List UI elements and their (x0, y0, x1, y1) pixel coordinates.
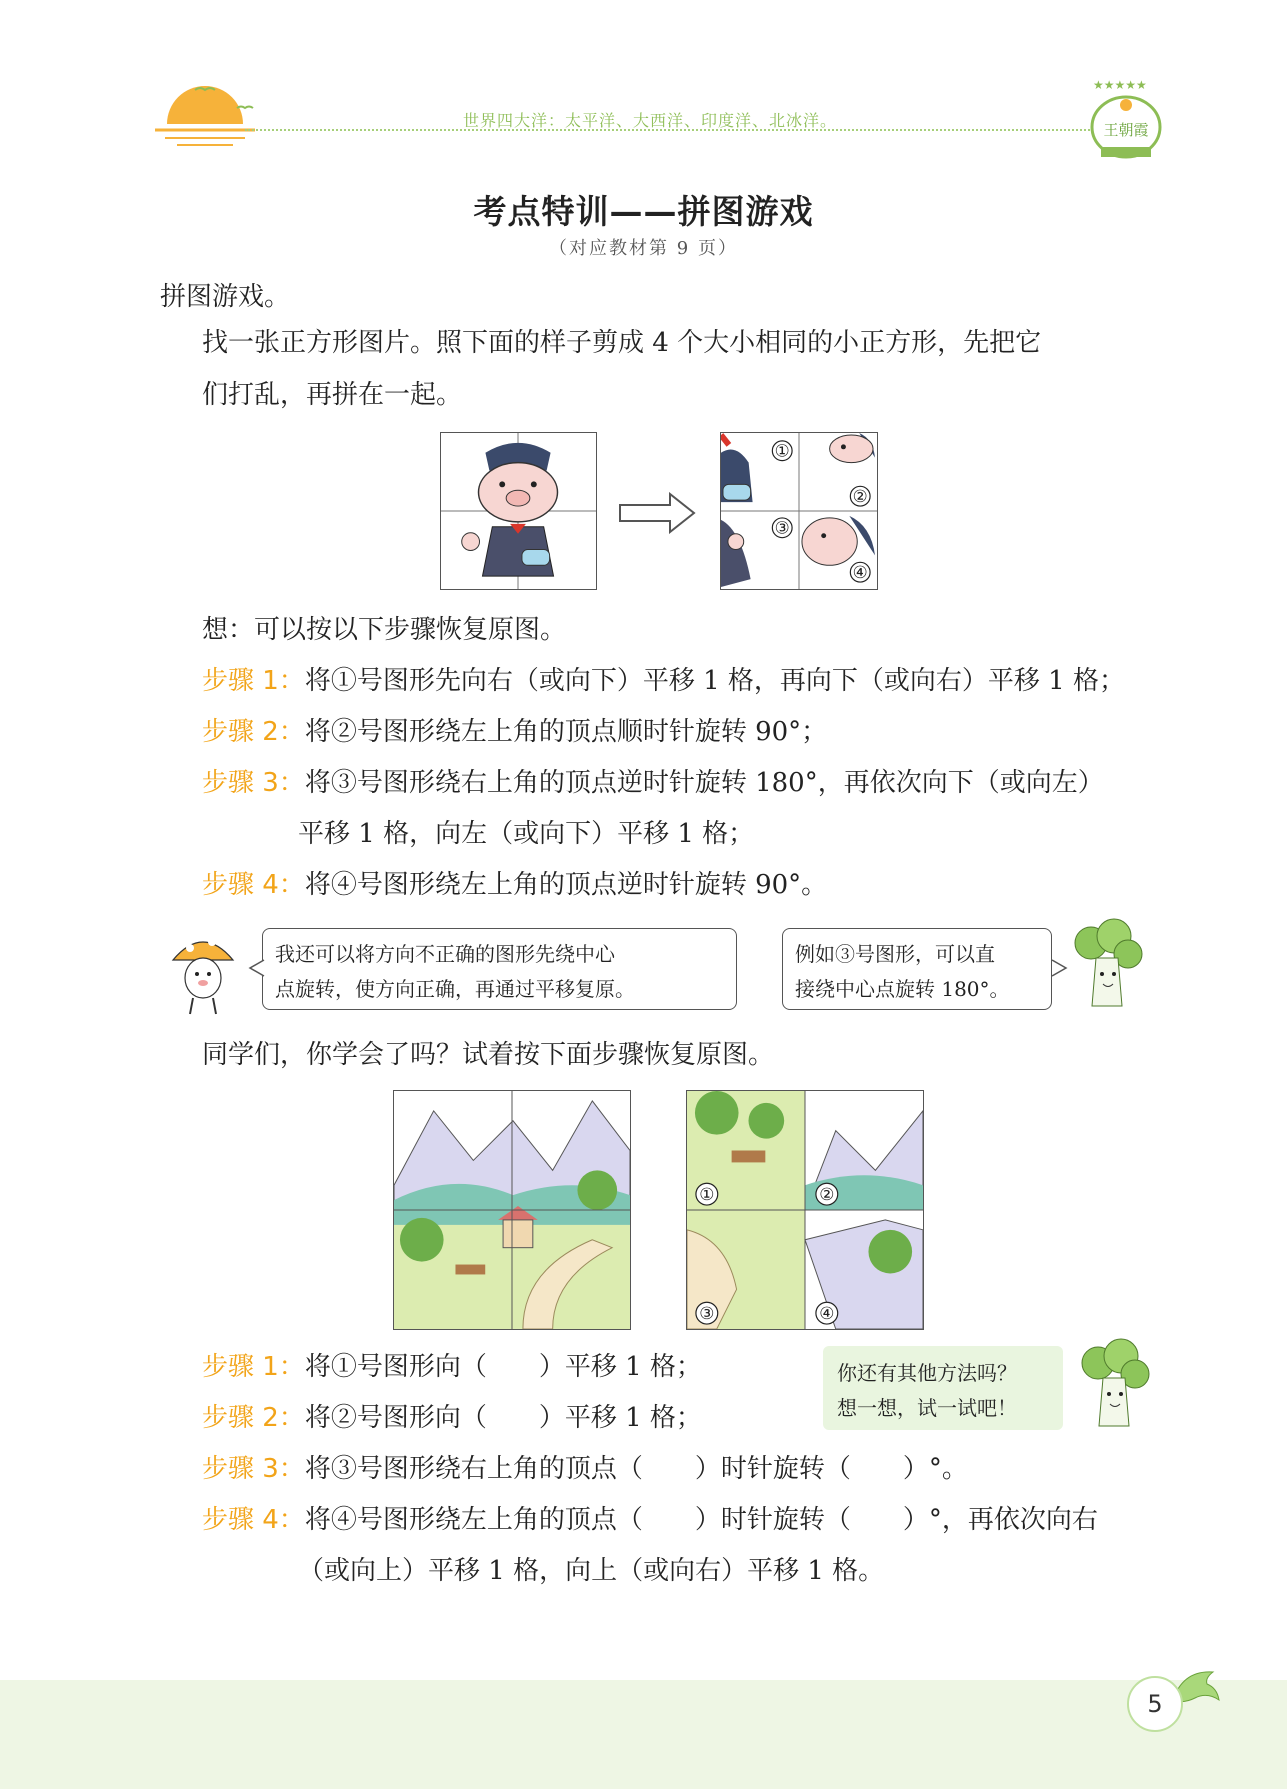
bubble-left-line-2: 点旋转，使方向正确，再通过平移复原。 (275, 977, 635, 1001)
header-tip: 世界四大洋：太平洋、大西洋、印度洋、北冰洋。 (463, 111, 838, 130)
arrow-right-icon (618, 492, 696, 534)
svg-text:④: ④ (852, 562, 868, 583)
section-heading: 拼图游戏。 (160, 282, 291, 312)
bubble-right-line-2: 接绕中心点旋转 180°。 (795, 977, 1010, 1001)
bubble-green-line-1: 你还有其他方法吗？ (837, 1361, 1017, 1385)
svg-text:④: ④ (819, 1303, 835, 1324)
brand-name: 王朝霞 (1103, 121, 1149, 139)
step-label: 步骤 3： (202, 1454, 305, 1484)
page-subtitle: （对应教材第 9 页） (549, 238, 738, 259)
question-line: 同学们，你学会了吗？试着按下面步骤恢复原图。 (202, 1040, 775, 1070)
step-text: 将②号图形向（ ）平移 1 格； (304, 1403, 702, 1433)
exercise-step-4-continued: （或向上）平移 1 格，向上（或向右）平移 1 格。 (298, 1556, 885, 1586)
svg-text:②: ② (852, 486, 868, 507)
speech-bubble-green (823, 1346, 1063, 1430)
exercise-step-2 (202, 1403, 702, 1434)
page-number: 5 (1127, 1676, 1183, 1732)
exercise-step-4 (202, 1505, 1098, 1536)
step-label: 步骤 4： (202, 1505, 305, 1535)
page-title: 考点特训——拼图游戏 (473, 192, 814, 231)
step-text: 将③号图形绕右上角的顶点逆时针旋转 180°，再依次向下（或向左） (304, 768, 1104, 798)
pig-scrambled-figure (720, 432, 878, 590)
landscape-scrambled-figure (686, 1090, 924, 1330)
speech-bubble-left (262, 928, 737, 1010)
example-step-2 (202, 717, 827, 748)
step-label: 步骤 2： (202, 1403, 305, 1433)
svg-text:★★★★★: ★★★★★ (1093, 78, 1147, 92)
bubble-right-line-1: 例如③号图形，可以直 (795, 942, 995, 966)
bubble-green-line-2: 想一想，试一试吧！ (837, 1396, 1017, 1420)
bubble-left-line-1: 我还可以将方向不正确的图形先绕中心 (275, 942, 615, 966)
exercise-step-1 (202, 1352, 702, 1383)
example-step-4 (202, 870, 827, 901)
brand-logo-icon (1083, 75, 1169, 171)
step-text: 将④号图形绕左上角的顶点逆时针旋转 90°。 (304, 870, 828, 900)
intro-line-2: 们打乱，再拼在一起。 (202, 380, 463, 410)
example-step-1 (202, 666, 1125, 697)
step-text: 将①号图形先向右（或向下）平移 1 格，再向下（或向右）平移 1 格； (304, 666, 1125, 696)
example-step-3 (202, 768, 1104, 799)
step-text: 将②号图形绕左上角的顶点顺时针旋转 90°； (304, 717, 828, 747)
intro-line-1: 找一张正方形图片。照下面的样子剪成 4 个大小相同的小正方形，先把它 (202, 328, 1042, 358)
think-line: 想：可以按以下步骤恢复原图。 (202, 615, 567, 645)
footer-band (0, 1680, 1287, 1789)
sunset-icon (155, 86, 273, 158)
step-text: 将③号图形绕右上角的顶点（ ）时针旋转（ ）°。 (304, 1454, 968, 1484)
example-step-3-continued: 平移 1 格，向左（或向下）平移 1 格； (298, 819, 755, 849)
bubble-tail-left (248, 958, 266, 978)
pig-original-figure (440, 432, 597, 590)
landscape-original-figure (393, 1090, 631, 1330)
speech-bubble-right (782, 928, 1052, 1010)
svg-text:②: ② (819, 1184, 835, 1205)
step-label: 步骤 1： (202, 1352, 305, 1382)
step-label: 步骤 3： (202, 768, 305, 798)
broccoli-character-icon (1073, 1338, 1155, 1438)
step-text: 将④号图形绕左上角的顶点（ ）时针旋转（ ）°，再依次向右 (304, 1505, 1098, 1535)
step-label: 步骤 4： (202, 870, 305, 900)
step-label: 步骤 2： (202, 717, 305, 747)
svg-text:①: ① (774, 440, 790, 461)
mushroom-character-icon (168, 926, 238, 1018)
svg-text:③: ③ (699, 1303, 715, 1324)
step-text: 将①号图形向（ ）平移 1 格； (304, 1352, 702, 1382)
svg-text:③: ③ (774, 517, 790, 538)
svg-text:①: ① (699, 1184, 715, 1205)
step-label: 步骤 1： (202, 666, 305, 696)
exercise-step-3 (202, 1454, 968, 1485)
broccoli-character-icon (1066, 918, 1146, 1018)
